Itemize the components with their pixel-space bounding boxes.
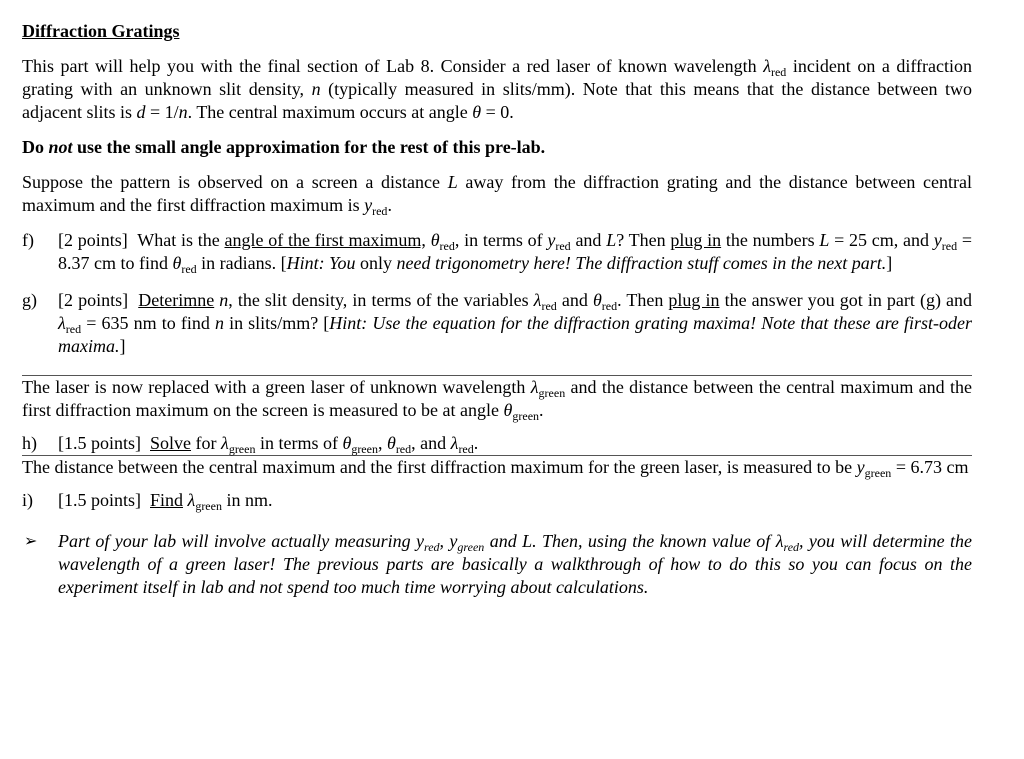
setup-paragraph: Suppose the pattern is observed on a screen a distance L away from the diffraction grating and the distance between central maximum and the first diffraction maximum is $y_{red}$. [22, 172, 973, 218]
arrow-bullet-icon: ➢ [24, 533, 38, 550]
question-label: f) [22, 230, 34, 250]
question-i: i) [1.5 points] Find $\lambda_{green}$ in nm. [22, 490, 273, 513]
question-label: i) [22, 490, 33, 510]
intro-paragraph: This part will help you with the final section of Lab 8. Consider a red laser of known wavelength $\lambda_{red}$ incident on a diffraction grating with an unknown slit density, n (typically measured in slits/mm). Note that this means that the distance between two adjacent slits is d = 1/n. The central maximum occurs at angle θ = 0. [22, 56, 972, 122]
green-laser-paragraph: The laser is now replaced with a green laser of unknown wavelength $\lambda_{green}$ and the distance between the central maximum and the first diffraction maximum on the screen is measured to be at angle $\theta_{green}$. [22, 377, 972, 423]
question-label: h) [22, 433, 37, 453]
small-angle-warning: Do not use the small angle approximation for the rest of this pre-lab. [22, 137, 546, 157]
lab-note: ➢ Part of your lab will involve actually measuring $y_{red}$, $y_{green}$ and L. Then, using the known value of $\lambda_{red}$, you will determine the wavelength of a green laser! The previous parts are basically a walkthrough of how to do this so you can focus on the experiment itself in lab and not spend too much time worrying about calculations. [24, 531, 973, 597]
question-g: g) [2 points] Deterimne n, the slit density, in terms of the variables $\lambda_{red}$ and $\theta_{red}$. Then plug in the answer you got in part (g) and $\lambda_{red} = 635$ nm to find n in slits/mm? [Hint: Use the equation for the diffraction grating maxima! Note that these are first-oder maxima.] [22, 290, 973, 356]
document-page [22, 20, 972, 599]
question-label: g) [22, 290, 37, 310]
question-f: f) [2 points] What is the angle of the first maximum, $\theta_{red}$, in terms of $y_{red}$ and L? Then plug in the numbers L = 25 cm, and $y_{red} = 8.37$ cm to find $\theta_{red}$ in radians. [Hint: You only need trigonometry here! The diffraction stuff comes in the next part.] [22, 230, 972, 276]
question-h: h) [1.5 points] Solve for $\lambda_{green}$ in terms of $\theta_{green}$, $\theta_{red}$, and $\lambda_{red}$. [22, 433, 479, 456]
section-title: Diffraction Gratings [22, 21, 180, 41]
green-distance-paragraph: The distance between the central maximum and the first diffraction maximum for the green laser, is measured to be $y_{green} = 6.73$ cm [22, 457, 969, 480]
